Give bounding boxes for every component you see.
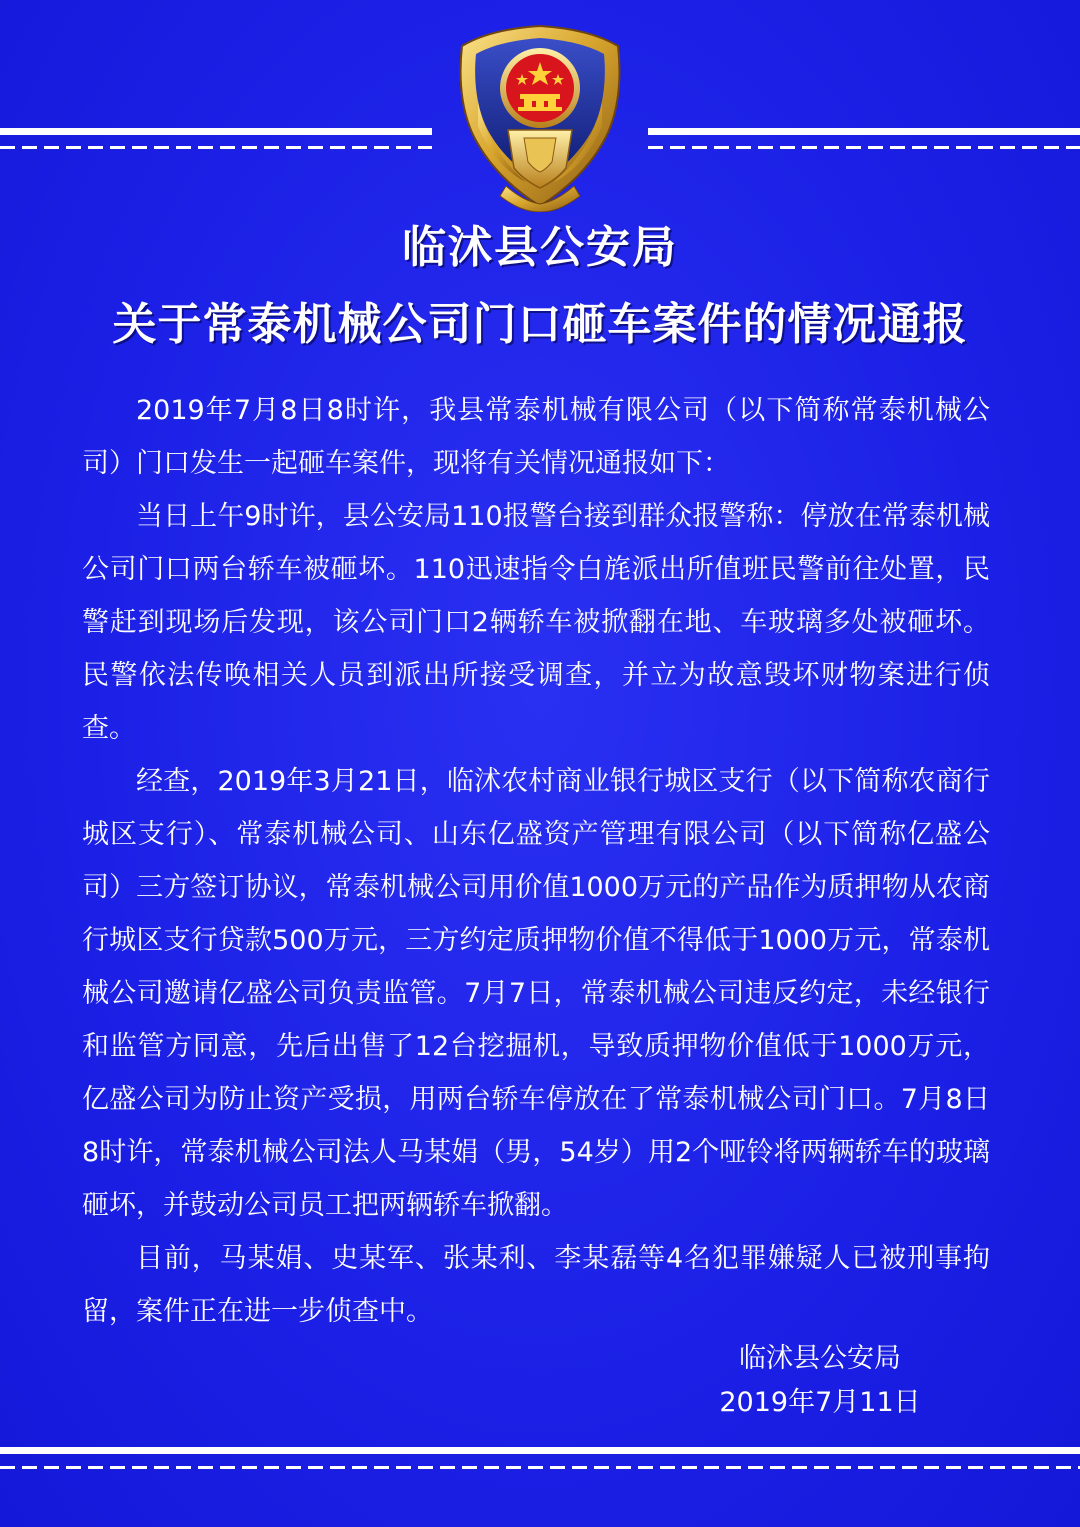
- top-right-stripe: [648, 128, 1080, 135]
- paragraph-status: 目前，马某娟、史某军、张某利、李某磊等4名犯罪嫌疑人已被刑事拘留，案件正在进一步侦查中。: [82, 1243, 990, 1327]
- bottom-stripe: [0, 1447, 1080, 1454]
- top-right-dashed-stripe: [648, 146, 1080, 149]
- document-body: [82, 384, 990, 1338]
- signature-date: 2019年7月11日: [719, 1387, 921, 1418]
- top-left-dashed-stripe: [0, 146, 432, 149]
- bottom-dashed-stripe: [0, 1466, 1080, 1469]
- signature-block: [700, 1337, 940, 1425]
- paragraph-investigation: 经查，2019年3月21日，临沭农村商业银行城区支行（以下简称农商行城区支行）、常泰机械公司、山东亿盛资产管理有限公司（以下简称亿盛公司）三方签订协议，常泰机械公司用价值1000万元的产品作为质押物从农商行城区支行贷款500万元，三方约定质押物价值不得低于1000万元，常泰机械公司邀请亿盛公司负责监管。7月7日，常泰机械公司违反约定，未经银行和监管方同意，先后出售了12台挖掘机，导致质押物价值低于1000万元，亿盛公司为防止资产受损，用两台轿车停放在了常泰机械公司门口。7月8日8时许，常泰机械公司法人马某娟（男，54岁）用2个哑铃将两辆轿车的玻璃砸坏，并鼓动公司员工把两辆轿车掀翻。: [82, 766, 990, 1221]
- top-left-stripe: [0, 128, 432, 135]
- police-emblem-icon: [448, 22, 632, 212]
- document-title: 临沭县公安局: [402, 222, 678, 273]
- paragraph-incident: 当日上午9时许，县公安局110报警台接到群众报警称：停放在常泰机械公司门口两台轿车被砸坏。110迅速指令白旄派出所值班民警前往处置，民警赶到现场后发现，该公司门口2辆轿车被掀翻在地、车玻璃多处被砸坏。民警依法传唤相关人员到派出所接受调查，并立为故意毁坏财物案进行侦查。: [82, 501, 990, 744]
- paragraph-intro: 2019年7月8日8时许，我县常泰机械有限公司（以下简称常泰机械公司）门口发生一起砸车案件，现将有关情况通报如下：: [82, 395, 990, 479]
- document-subtitle: 关于常泰机械公司门口砸车案件的情况通报: [112, 299, 968, 350]
- signature-org: 临沭县公安局: [739, 1343, 901, 1374]
